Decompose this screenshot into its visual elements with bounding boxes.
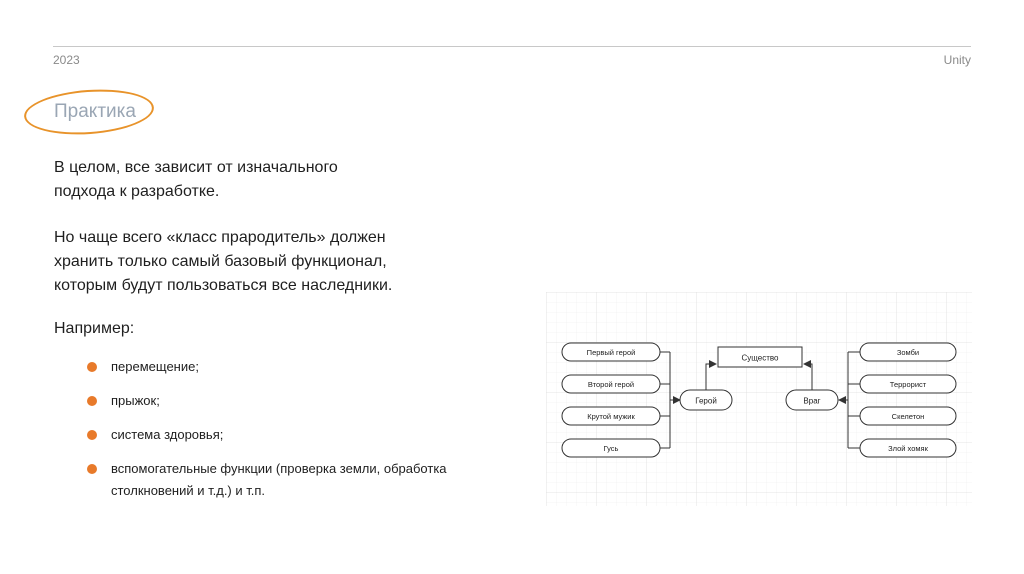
bullet-item [87,458,467,502]
bullet-text: вспомогательные функции (проверка земли, обработка столкновений и т.д.) и т.п. [111,461,447,498]
enemy-child-label: Зомби [896,348,920,357]
enemy-child-label: Злой хомяк [888,444,928,453]
paragraph-example: Например: [54,320,135,337]
hero-child-label: Первый герой [586,348,636,357]
hero-child-label: Второй герой [587,380,635,389]
node-root-label: Существо [741,353,779,363]
node-enemy-label: Враг [803,396,821,406]
hero-child-node [562,407,660,425]
enemy-child-node [860,375,956,393]
header-divider [53,46,971,47]
bullet-item [87,424,467,446]
enemy-child-node [860,343,956,361]
hero-child-label: Гусь [603,444,619,453]
bullet-dot-icon [87,396,97,406]
enemy-child-label: Скелетон [891,412,925,421]
node-enemy [786,390,838,410]
hero-child-label: Крутой мужик [587,412,635,421]
enemy-child-node [860,407,956,425]
bullet-item [87,356,467,378]
class-hierarchy-diagram [546,292,972,506]
enemy-child-node [860,439,956,457]
enemy-child-label: Террорист [889,380,927,389]
bullet-dot-icon [87,362,97,372]
bullet-dot-icon [87,430,97,440]
bullet-dot-icon [87,464,97,474]
bullet-list [87,356,467,514]
section-title: Практика [54,101,136,122]
paragraph-intro: В целом, все зависит от изначального подхода к разработке. [54,159,338,200]
bullet-item [87,390,467,412]
header-year: 2023 [53,53,80,67]
bullet-text: перемещение; [111,359,199,374]
header-course: Unity [943,53,971,67]
paragraph-base-class: Но чаще всего «класс прародитель» должен хранить только самый базовый функционал, которым будут пользоваться все наследники. [54,229,393,294]
node-hero-label: Герой [695,396,717,406]
hero-child-node [562,439,660,457]
node-hero [680,390,732,410]
hero-child-node [562,375,660,393]
bullet-text: система здоровья; [111,427,224,442]
node-root [718,347,802,367]
diagram-grid-background [546,292,972,506]
hero-child-node [562,343,660,361]
bullet-text: прыжок; [111,393,160,408]
